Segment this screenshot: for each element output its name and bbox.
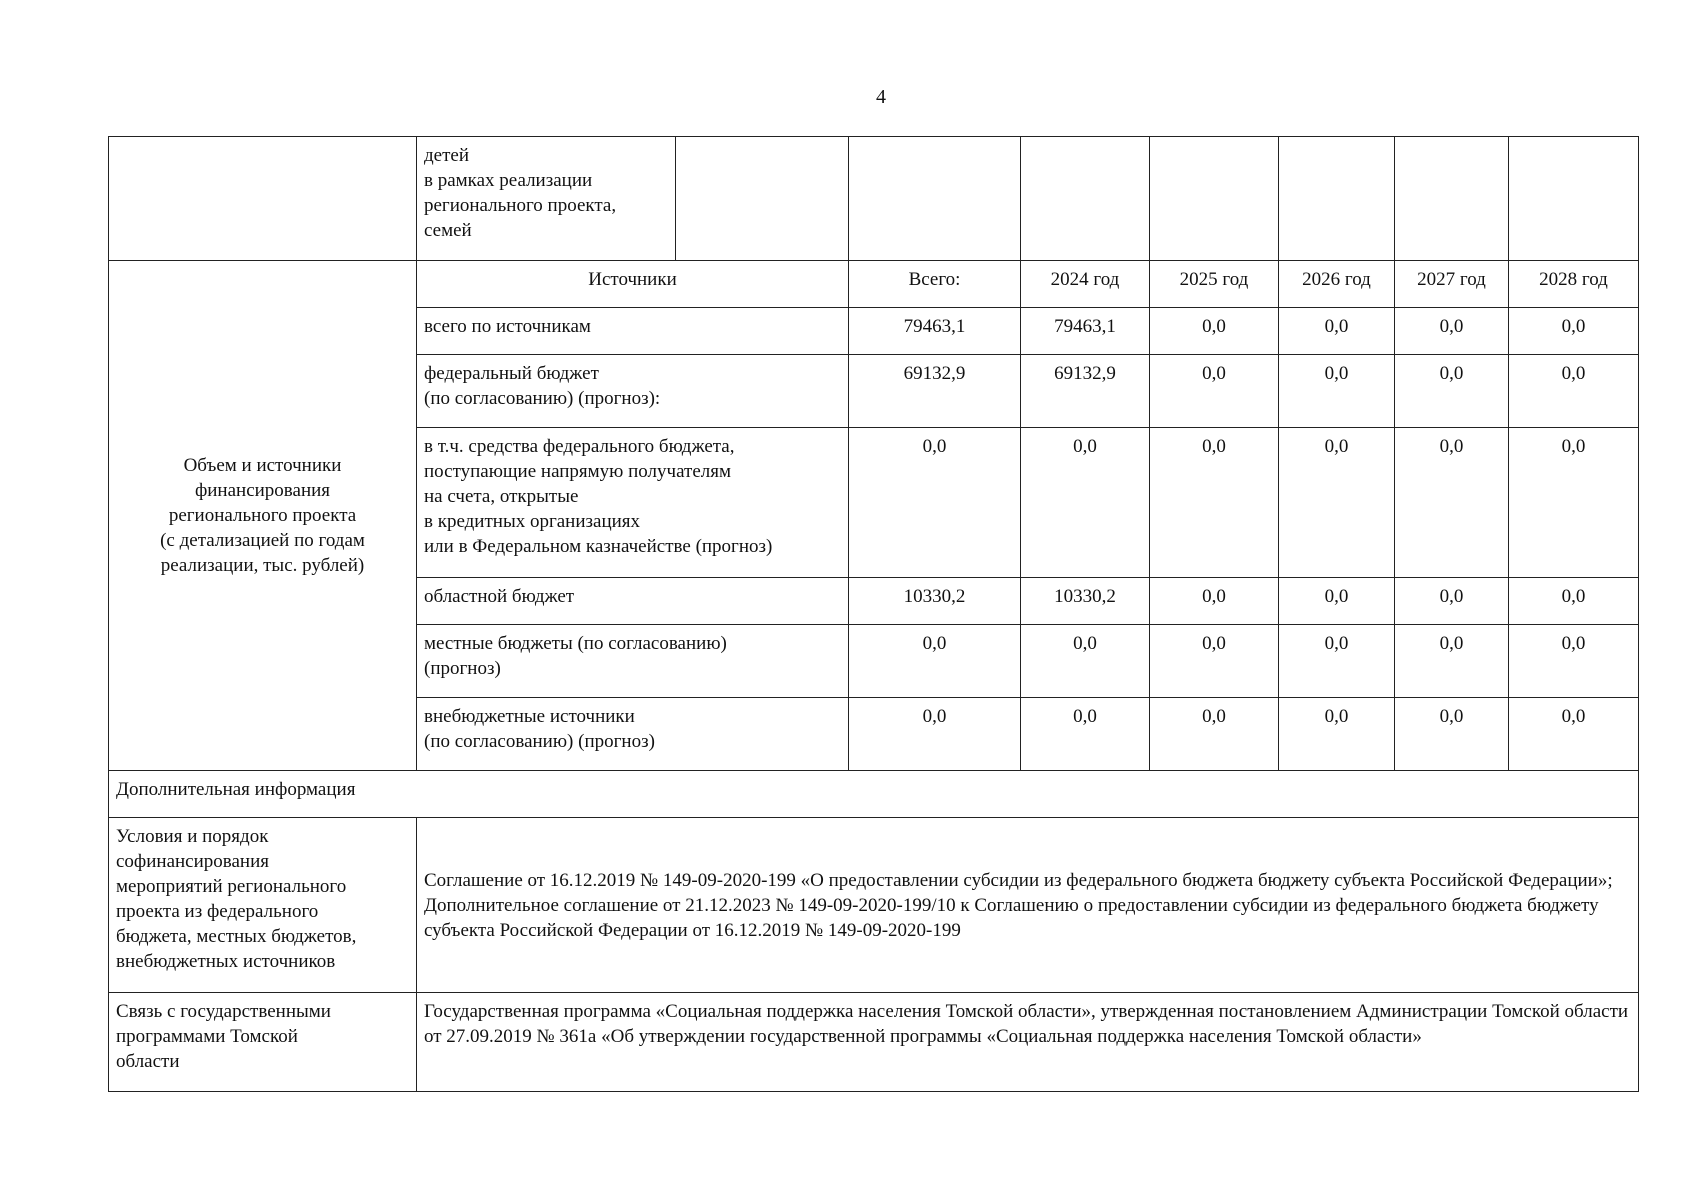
empty-cell — [1150, 137, 1279, 261]
continuation-row — [109, 137, 1639, 261]
empty-cell — [676, 137, 849, 261]
conditions-text: Соглашение от 16.12.2019 № 149-09-2020-199 «О предоставлении субсидии из федерального бюджета бюджету субъекта Российской Федерации»; Дополнительное соглашение от 21.12.2023 № 149-09-2020-199/10 к Соглашению о предоставлении субсидии из федерального бюджета бюджету субъекта Российской Федерации от 16.12.2019 № 149-09-2020-199 — [417, 818, 1639, 993]
empty-cell — [849, 137, 1021, 261]
financing-header-row — [109, 261, 1639, 308]
additional-info-row — [109, 771, 1639, 818]
value-2024: 0,0 — [1021, 428, 1150, 578]
source-name: внебюджетные источники (по согласованию) (прогноз) — [417, 698, 849, 771]
value-total: 79463,1 — [849, 308, 1021, 355]
passport-table — [108, 136, 1639, 1092]
header-total: Всего: — [849, 261, 1021, 308]
header-2025: 2025 год — [1150, 261, 1279, 308]
value-2027: 0,0 — [1395, 308, 1509, 355]
value-2026: 0,0 — [1279, 308, 1395, 355]
value-2025: 0,0 — [1150, 625, 1279, 698]
value-2024: 0,0 — [1021, 625, 1150, 698]
value-2028: 0,0 — [1509, 428, 1639, 578]
value-2028: 0,0 — [1509, 355, 1639, 428]
value-2027: 0,0 — [1395, 428, 1509, 578]
value-2025: 0,0 — [1150, 428, 1279, 578]
value-2024: 69132,9 — [1021, 355, 1150, 428]
value-2025: 0,0 — [1150, 355, 1279, 428]
continuation-text: детей в рамках реализации регионального проекта, семей — [417, 137, 676, 261]
value-2024: 79463,1 — [1021, 308, 1150, 355]
header-2026: 2026 год — [1279, 261, 1395, 308]
value-2024: 0,0 — [1021, 698, 1150, 771]
conditions-label: Условия и порядок софинансирования мероприятий регионального проекта из федерального бюджета, местных бюджетов, внебюджетных источников — [109, 818, 417, 993]
empty-cell — [109, 137, 417, 261]
value-total: 0,0 — [849, 428, 1021, 578]
value-2028: 0,0 — [1509, 578, 1639, 625]
value-2025: 0,0 — [1150, 698, 1279, 771]
value-2025: 0,0 — [1150, 578, 1279, 625]
program-link-label: Связь с государственными программами Томской области — [109, 993, 417, 1092]
value-2026: 0,0 — [1279, 578, 1395, 625]
program-link-row — [109, 993, 1639, 1092]
source-name: областной бюджет — [417, 578, 849, 625]
value-2026: 0,0 — [1279, 625, 1395, 698]
value-2026: 0,0 — [1279, 428, 1395, 578]
empty-cell — [1509, 137, 1639, 261]
value-total: 0,0 — [849, 625, 1021, 698]
empty-cell — [1279, 137, 1395, 261]
value-total: 0,0 — [849, 698, 1021, 771]
header-2027: 2027 год — [1395, 261, 1509, 308]
source-name: всего по источникам — [417, 308, 849, 355]
empty-cell — [1021, 137, 1150, 261]
source-name: местные бюджеты (по согласованию) (прогноз) — [417, 625, 849, 698]
source-name: в т.ч. средства федерального бюджета, поступающие напрямую получателям на счета, открытые в кредитных организациях или в Федеральном казначействе (прогноз) — [417, 428, 849, 578]
value-2027: 0,0 — [1395, 355, 1509, 428]
value-total: 10330,2 — [849, 578, 1021, 625]
value-2028: 0,0 — [1509, 625, 1639, 698]
page-number: 4 — [876, 86, 886, 108]
source-name: федеральный бюджет (по согласованию) (прогноз): — [417, 355, 849, 428]
value-2028: 0,0 — [1509, 698, 1639, 771]
value-2026: 0,0 — [1279, 355, 1395, 428]
value-2027: 0,0 — [1395, 698, 1509, 771]
header-2028: 2028 год — [1509, 261, 1639, 308]
value-2025: 0,0 — [1150, 308, 1279, 355]
value-2024: 10330,2 — [1021, 578, 1150, 625]
header-2024: 2024 год — [1021, 261, 1150, 308]
value-2026: 0,0 — [1279, 698, 1395, 771]
value-2028: 0,0 — [1509, 308, 1639, 355]
value-2027: 0,0 — [1395, 625, 1509, 698]
additional-info-title: Дополнительная информация — [109, 771, 1639, 818]
conditions-row — [109, 818, 1639, 993]
empty-cell — [1395, 137, 1509, 261]
value-2027: 0,0 — [1395, 578, 1509, 625]
financing-label: Объем и источники финансирования регионального проекта (с детализацией по годам реализации, тыс. рублей) — [109, 261, 417, 771]
value-total: 69132,9 — [849, 355, 1021, 428]
program-link-text: Государственная программа «Социальная поддержка населения Томской области», утвержденная постановлением Администрации Томской области от 27.09.2019 № 361а «Об утверждении государственной программы «Социальная поддержка населения Томской области» — [417, 993, 1639, 1092]
header-sources: Источники — [417, 261, 849, 308]
